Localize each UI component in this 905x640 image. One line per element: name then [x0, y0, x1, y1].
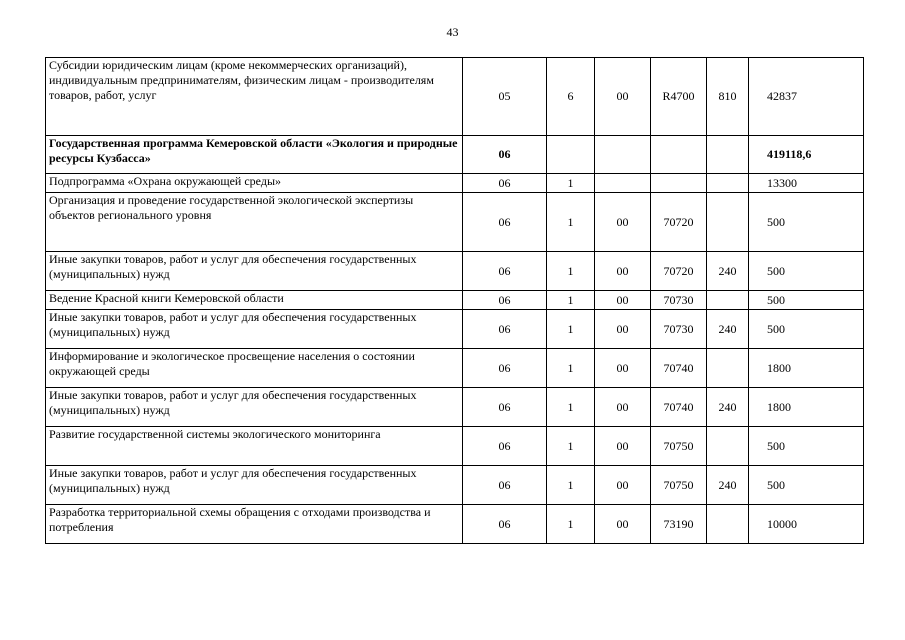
direction-code	[651, 136, 707, 174]
table-row	[46, 466, 864, 505]
expense-type-code: 240	[707, 252, 749, 291]
section-code: 06	[463, 427, 547, 466]
item-name: Иные закупки товаров, работ и услуг для обеспечения государственных (муниципальных) нужд	[46, 388, 463, 427]
subprogram-code: 1	[547, 193, 595, 252]
table-row	[46, 427, 864, 466]
expense-type-code	[707, 505, 749, 544]
direction-code: 70730	[651, 291, 707, 310]
expense-type-code	[707, 136, 749, 174]
amount: 13300	[749, 174, 864, 193]
budget-table-body	[46, 58, 864, 544]
item-name: Развитие государственной системы экологического мониторинга	[46, 427, 463, 466]
subprogram-code	[547, 136, 595, 174]
amount: 500	[749, 193, 864, 252]
item-name: Подпрограмма «Охрана окружающей среды»	[46, 174, 463, 193]
item-name: Организация и проведение государственной экологической экспертизы объектов регионального уровня	[46, 193, 463, 252]
table-row	[46, 388, 864, 427]
section-code: 06	[463, 466, 547, 505]
page-number: 43	[446, 25, 459, 39]
main-event-code: 00	[595, 349, 651, 388]
item-name: Ведение Красной книги Кемеровской области	[46, 291, 463, 310]
budget-table	[45, 57, 864, 544]
expense-type-code: 240	[707, 466, 749, 505]
item-name: Иные закупки товаров, работ и услуг для обеспечения государственных (муниципальных) нужд	[46, 252, 463, 291]
item-name: Иные закупки товаров, работ и услуг для обеспечения государственных (муниципальных) нужд	[46, 466, 463, 505]
amount: 419118,6	[749, 136, 864, 174]
table-row	[46, 310, 864, 349]
direction-code: 70750	[651, 427, 707, 466]
section-code: 05	[463, 58, 547, 136]
amount: 1800	[749, 349, 864, 388]
subprogram-code: 1	[547, 505, 595, 544]
direction-code: 73190	[651, 505, 707, 544]
amount: 42837	[749, 58, 864, 136]
table-row	[46, 136, 864, 174]
subprogram-code: 1	[547, 310, 595, 349]
expense-type-code	[707, 427, 749, 466]
direction-code: 70740	[651, 349, 707, 388]
direction-code: 70720	[651, 193, 707, 252]
amount: 10000	[749, 505, 864, 544]
table-row	[46, 193, 864, 252]
expense-type-code: 240	[707, 388, 749, 427]
section-code: 06	[463, 349, 547, 388]
section-code: 06	[463, 291, 547, 310]
section-code: 06	[463, 310, 547, 349]
direction-code: 70740	[651, 388, 707, 427]
subprogram-code: 1	[547, 252, 595, 291]
amount: 500	[749, 466, 864, 505]
main-event-code	[595, 136, 651, 174]
table-row	[46, 174, 864, 193]
section-code: 06	[463, 388, 547, 427]
item-name: Субсидии юридическим лицам (кроме некоммерческих организаций), индивидуальным предпринимателям, физическим лицам - производителям товаров, работ, услуг	[46, 58, 463, 136]
subprogram-code: 1	[547, 466, 595, 505]
table-row	[46, 291, 864, 310]
item-name: Разработка территориальной схемы обращения с отходами производства и потребления	[46, 505, 463, 544]
section-code: 06	[463, 505, 547, 544]
direction-code: 70750	[651, 466, 707, 505]
table-row	[46, 252, 864, 291]
main-event-code: 00	[595, 291, 651, 310]
direction-code: 70720	[651, 252, 707, 291]
item-name: Государственная программа Кемеровской области «Экология и природные ресурсы Кузбасса»	[46, 136, 463, 174]
expense-type-code: 810	[707, 58, 749, 136]
main-event-code: 00	[595, 252, 651, 291]
subprogram-code: 1	[547, 174, 595, 193]
main-event-code	[595, 174, 651, 193]
direction-code: R4700	[651, 58, 707, 136]
amount: 1800	[749, 388, 864, 427]
section-code: 06	[463, 193, 547, 252]
main-event-code: 00	[595, 505, 651, 544]
amount: 500	[749, 427, 864, 466]
amount: 500	[749, 252, 864, 291]
expense-type-code	[707, 349, 749, 388]
subprogram-code: 1	[547, 427, 595, 466]
direction-code: 70730	[651, 310, 707, 349]
section-code: 06	[463, 174, 547, 193]
section-code: 06	[463, 136, 547, 174]
expense-type-code: 240	[707, 310, 749, 349]
table-row	[46, 505, 864, 544]
main-event-code: 00	[595, 466, 651, 505]
subprogram-code: 1	[547, 349, 595, 388]
item-name: Иные закупки товаров, работ и услуг для обеспечения государственных (муниципальных) нужд	[46, 310, 463, 349]
amount: 500	[749, 310, 864, 349]
section-code: 06	[463, 252, 547, 291]
item-name: Информирование и экологическое просвещение населения о состоянии окружающей среды	[46, 349, 463, 388]
expense-type-code	[707, 174, 749, 193]
main-event-code: 00	[595, 310, 651, 349]
main-event-code: 00	[595, 193, 651, 252]
expense-type-code	[707, 193, 749, 252]
main-event-code: 00	[595, 58, 651, 136]
main-event-code: 00	[595, 427, 651, 466]
expense-type-code	[707, 291, 749, 310]
table-row	[46, 349, 864, 388]
amount: 500	[749, 291, 864, 310]
table-row	[46, 58, 864, 136]
direction-code	[651, 174, 707, 193]
subprogram-code: 1	[547, 388, 595, 427]
subprogram-code: 6	[547, 58, 595, 136]
main-event-code: 00	[595, 388, 651, 427]
subprogram-code: 1	[547, 291, 595, 310]
